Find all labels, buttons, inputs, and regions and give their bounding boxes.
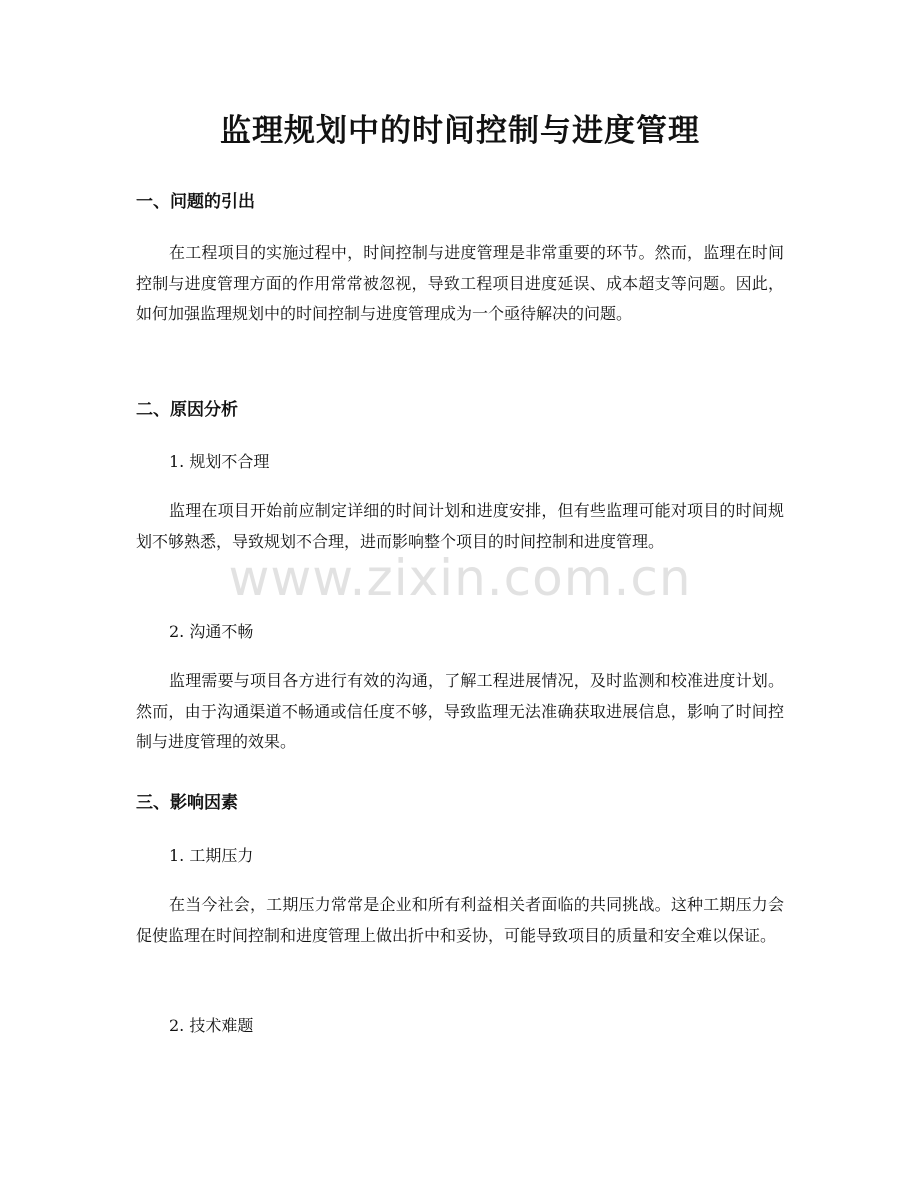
- subheading-schedule-pressure: 1. 工期压力: [169, 846, 254, 865]
- section-heading-factors: 三、影响因素: [136, 793, 238, 813]
- subheading-technical-challenges: 2. 技术难题: [169, 1016, 254, 1035]
- paragraph-planning: 监理在项目开始前应制定详细的时间计划和进度安排，但有些监理可能对项目的时间规划不够熟悉，导致规划不合理，进而影响整个项目的时间控制和进度管理。: [136, 501, 784, 551]
- subheading-communication: 2. 沟通不畅: [169, 622, 254, 641]
- paragraph-schedule-pressure: 在当今社会，工期压力常常是企业和所有利益相关者面临的共同挑战。这种工期压力会促使监理在时间控制和进度管理上做出折中和妥协，可能导致项目的质量和安全难以保证。: [136, 895, 784, 945]
- paragraph-communication: 监理需要与项目各方进行有效的沟通，了解工程进展情况，及时监测和校准进度计划。然而，由于沟通渠道不畅通或信任度不够，导致监理无法准确获取进展信息，影响了时间控制与进度管理的效果。: [136, 671, 784, 751]
- section-heading-causes: 二、原因分析: [136, 400, 238, 420]
- section-heading-intro: 一、问题的引出: [136, 192, 255, 212]
- watermark: www.zixin.com.cn: [228, 549, 692, 607]
- paragraph-intro: 在工程项目的实施过程中，时间控制与进度管理是非常重要的环节。然而，监理在时间控制与进度管理方面的作用常常被忽视，导致工程项目进度延误、成本超支等问题。因此，如何加强监理规划中的时间控制与进度管理成为一个亟待解决的问题。: [136, 243, 784, 323]
- subheading-planning: 1. 规划不合理: [169, 452, 270, 471]
- page-title: 监理规划中的时间控制与进度管理: [220, 113, 700, 149]
